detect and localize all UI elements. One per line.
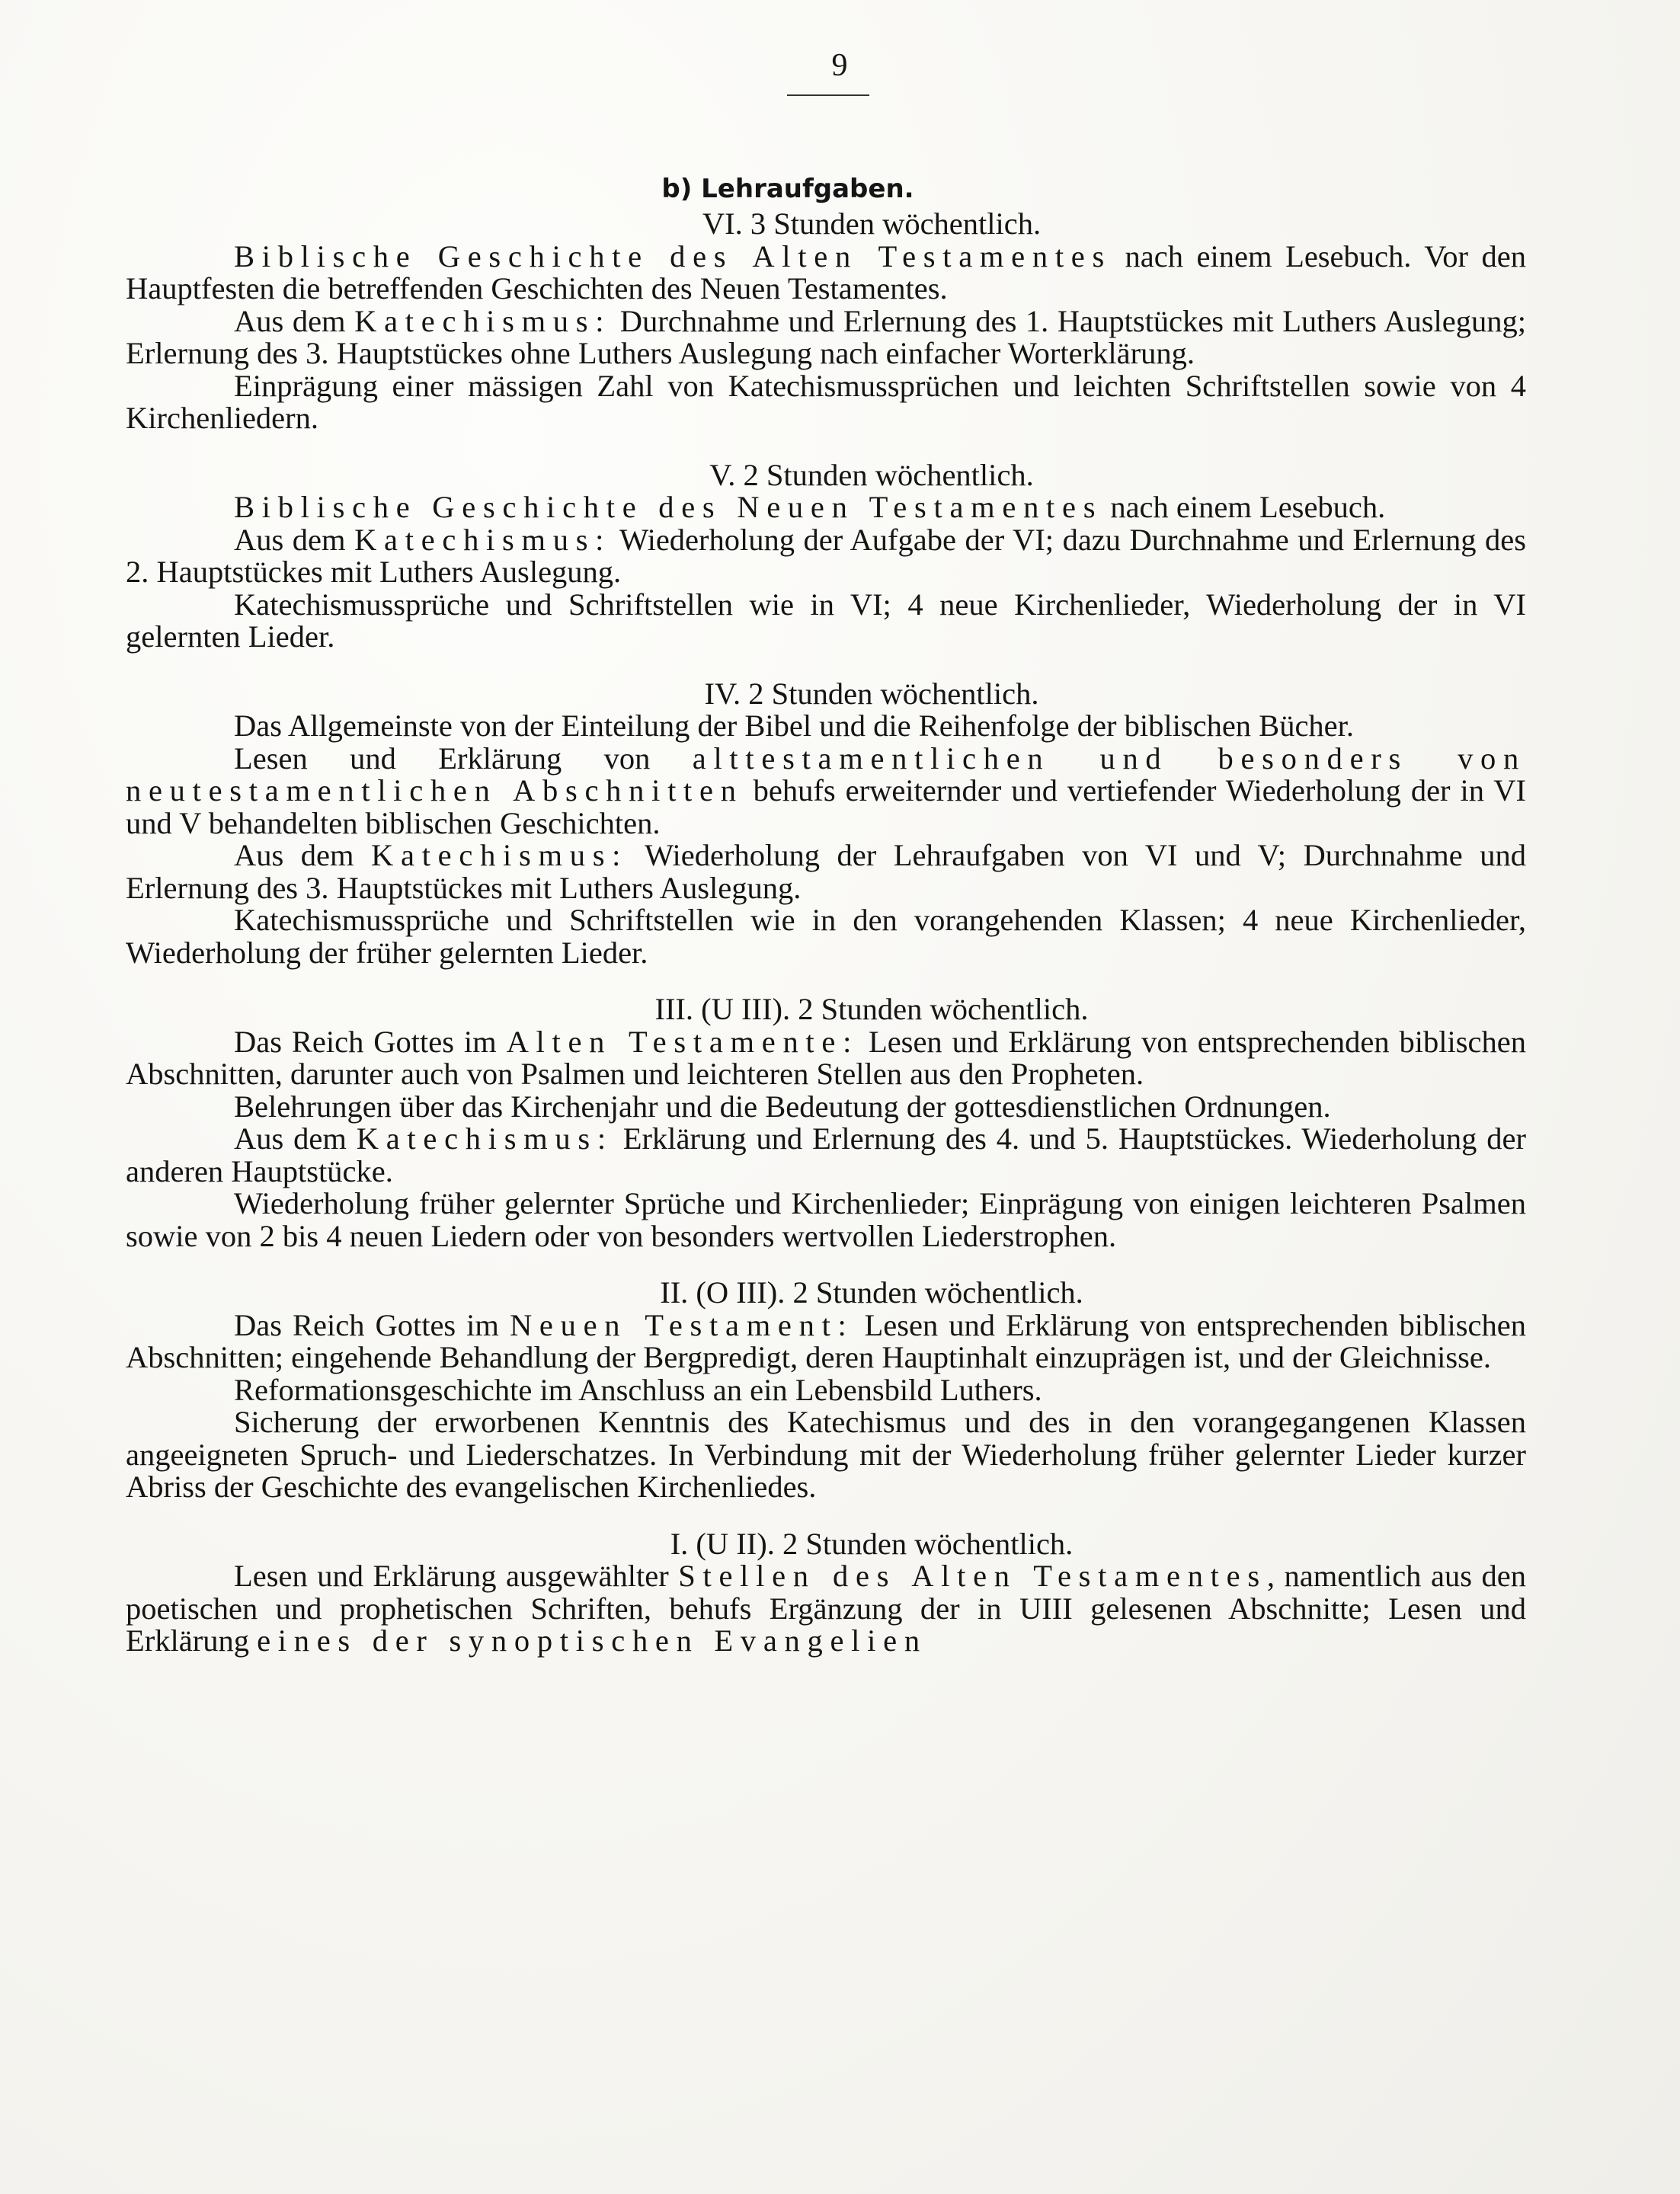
text-run: behufs erweiternder und vertiefender Wiederholung der in VI und V behandelten biblischen Geschichten. [126, 773, 1526, 840]
text-run: Lesen und Erklärung von [234, 740, 693, 776]
paragraph [126, 1560, 1526, 1658]
text-run: Sicherung der erworbenen Kenntnis des Katechismus und des in den vorangegangenen Klassen angeeigneten Spruch- und Liederschatzes. In Verbindung mit der Wiederholung früher gelernter Lieder kurzer Abriss der Geschichte des evangelischen Kirchenliedes. [126, 1405, 1526, 1504]
paragraph [126, 710, 1526, 743]
document-body [126, 171, 1526, 1658]
text-run: Erklärung und Erlernung des 4. und 5. Hauptstückes. Wiederholung der anderen Hauptstücke. [126, 1121, 1526, 1188]
spaced-emphasis-text: Alten Testamente: [506, 1024, 859, 1059]
class-section-title: VI. 3 Stunden wöchentlich. [702, 206, 1042, 241]
paragraph [126, 740, 1526, 840]
text-run: Reformationsgeschichte im Anschluss an ein Lebensbild Luthers. [234, 1372, 1042, 1407]
paragraph [126, 1188, 1526, 1252]
paragraph [126, 491, 1526, 524]
spaced-emphasis-text: Neuen Testament: [509, 1307, 854, 1342]
spaced-emphasis-text: Stellen des Alten Testamentes [678, 1559, 1267, 1593]
text-run: Katechismussprüche und Schriftstellen wie in den vorangehenden Klassen; 4 neue Kirchenlieder, Wiederholung der früher gelernten Lieder. [126, 903, 1526, 970]
paragraph [126, 904, 1526, 969]
class-section-title: I. (U II). 2 Stunden wöchentlich. [670, 1526, 1074, 1561]
paragraph [126, 1307, 1526, 1374]
spaced-emphasis-text: Biblische Geschichte des Alten Testamentes [234, 238, 1112, 273]
class-section [126, 1277, 1526, 1504]
paragraph [126, 840, 1526, 904]
text-run: Das Reich Gottes im [234, 1307, 510, 1342]
class-section-title: IV. 2 Stunden wöchentlich. [704, 676, 1039, 711]
page-number-rule [787, 94, 869, 96]
spaced-emphasis-text: Katechismus: [371, 838, 629, 872]
paragraph [126, 1406, 1526, 1504]
paragraph [126, 1123, 1526, 1188]
text-run: Das Allgemeinste von der Einteilung der Bibel und die Reihenfolge der biblischen Bücher. [234, 708, 1355, 743]
page-number: 9 [831, 48, 849, 83]
spaced-emphasis-text: Katechismus: [354, 522, 612, 557]
text-run: Lesen und Erklärung ausgewählter [234, 1559, 679, 1593]
class-section-title: V. 2 Stunden wöchentlich. [709, 457, 1034, 492]
class-section [126, 678, 1526, 970]
section-heading: b) Lehraufgaben. [661, 174, 914, 204]
paragraph [126, 1374, 1526, 1407]
paragraph [126, 238, 1527, 305]
text-run: Aus dem [234, 1121, 357, 1156]
text-run: Aus dem [234, 303, 355, 338]
paragraph [126, 589, 1526, 654]
text-run: Belehrungen über das Kirchenjahr und die Bedeutung der gottesdienstlichen Ordnungen. [234, 1089, 1331, 1124]
text-run: Wiederholung der Lehraufgaben von VI und V; Durchnahme und Erlernung des 3. Hauptstückes mit Luthers Auslegung. [126, 838, 1526, 905]
paragraph [126, 524, 1526, 589]
paragraph [126, 305, 1526, 370]
text-run: Katechismussprüche und Schriftstellen wie in VI; 4 neue Kirchenlieder, Wiederholung der in VI gelernten Lieder. [126, 587, 1526, 654]
text-run: Aus dem [234, 838, 372, 872]
class-section [126, 459, 1526, 654]
text-run: Wiederholung der Aufgabe der VI; dazu Durchnahme und Erlernung des 2. Hauptstückes mit Luthers Auslegung. [126, 522, 1526, 589]
text-run: Aus dem [234, 522, 355, 557]
text-run: Einprägung einer mässigen Zahl von Katechismussprüchen und leichten Schriftstellen sowie von 4 Kirchenliedern. [126, 368, 1526, 435]
class-section-title: III. (U III). 2 Stunden wöchentlich. [654, 992, 1089, 1026]
class-section [126, 1528, 1526, 1658]
text-run: Durchnahme und Erlernung des 1. Hauptstückes mit Luthers Auslegung; Erlernung des 3. Hauptstückes ohne Luthers Auslegung nach einfacher Worterklärung. [126, 303, 1526, 370]
paragraph [126, 1026, 1526, 1091]
spaced-emphasis-text: eines der synoptischen Evangelien [257, 1623, 927, 1658]
class-section [126, 208, 1526, 435]
text-run: nach einem Lesebuch. [1102, 490, 1386, 524]
text-run: , namentlich aus den poetischen und prophetischen Schriften, behufs Ergänzung der in UIII gelesenen Abschnitte; Lesen und Erklärung [126, 1559, 1526, 1658]
spaced-emphasis-text: alttestamentlichen und besonders von neutestamentlichen Abschnitten [126, 740, 1526, 808]
text-run: Lesen und Erklärung von entsprechenden biblischen Abschnitten, darunter auch von Psalmen und leichteren Stellen aus den Propheten. [126, 1024, 1526, 1091]
text-run: Das Reich Gottes im [234, 1024, 507, 1059]
paragraph [126, 1091, 1526, 1124]
spaced-emphasis-text: Biblische Geschichte des Neuen Testamentes [234, 490, 1103, 524]
text-run: Wiederholung früher gelernter Sprüche und Kirchenlieder; Einprägung von einigen leichteren Psalmen sowie von 2 bis 4 neuen Liedern oder von besonders wertvollen Liederstrophen. [126, 1186, 1526, 1253]
spaced-emphasis-text: Katechismus: [354, 303, 612, 338]
text-run: Lesen und Erklärung von entsprechenden biblischen Abschnitten; eingehende Behandlung der Bergpredigt, deren Hauptinhalt einzuprägen ist, und der Gleichnisse. [126, 1307, 1526, 1374]
sections-container [126, 208, 1526, 1658]
spaced-emphasis-text: Katechismus: [356, 1121, 613, 1156]
paragraph [126, 370, 1526, 435]
text-run: nach einem Lesebuch. Vor den Hauptfesten die betreffenden Geschichten des Neuen Testamentes. [126, 238, 1527, 305]
class-section [126, 993, 1526, 1252]
class-section-title: II. (O III). 2 Stunden wöchentlich. [660, 1275, 1083, 1310]
